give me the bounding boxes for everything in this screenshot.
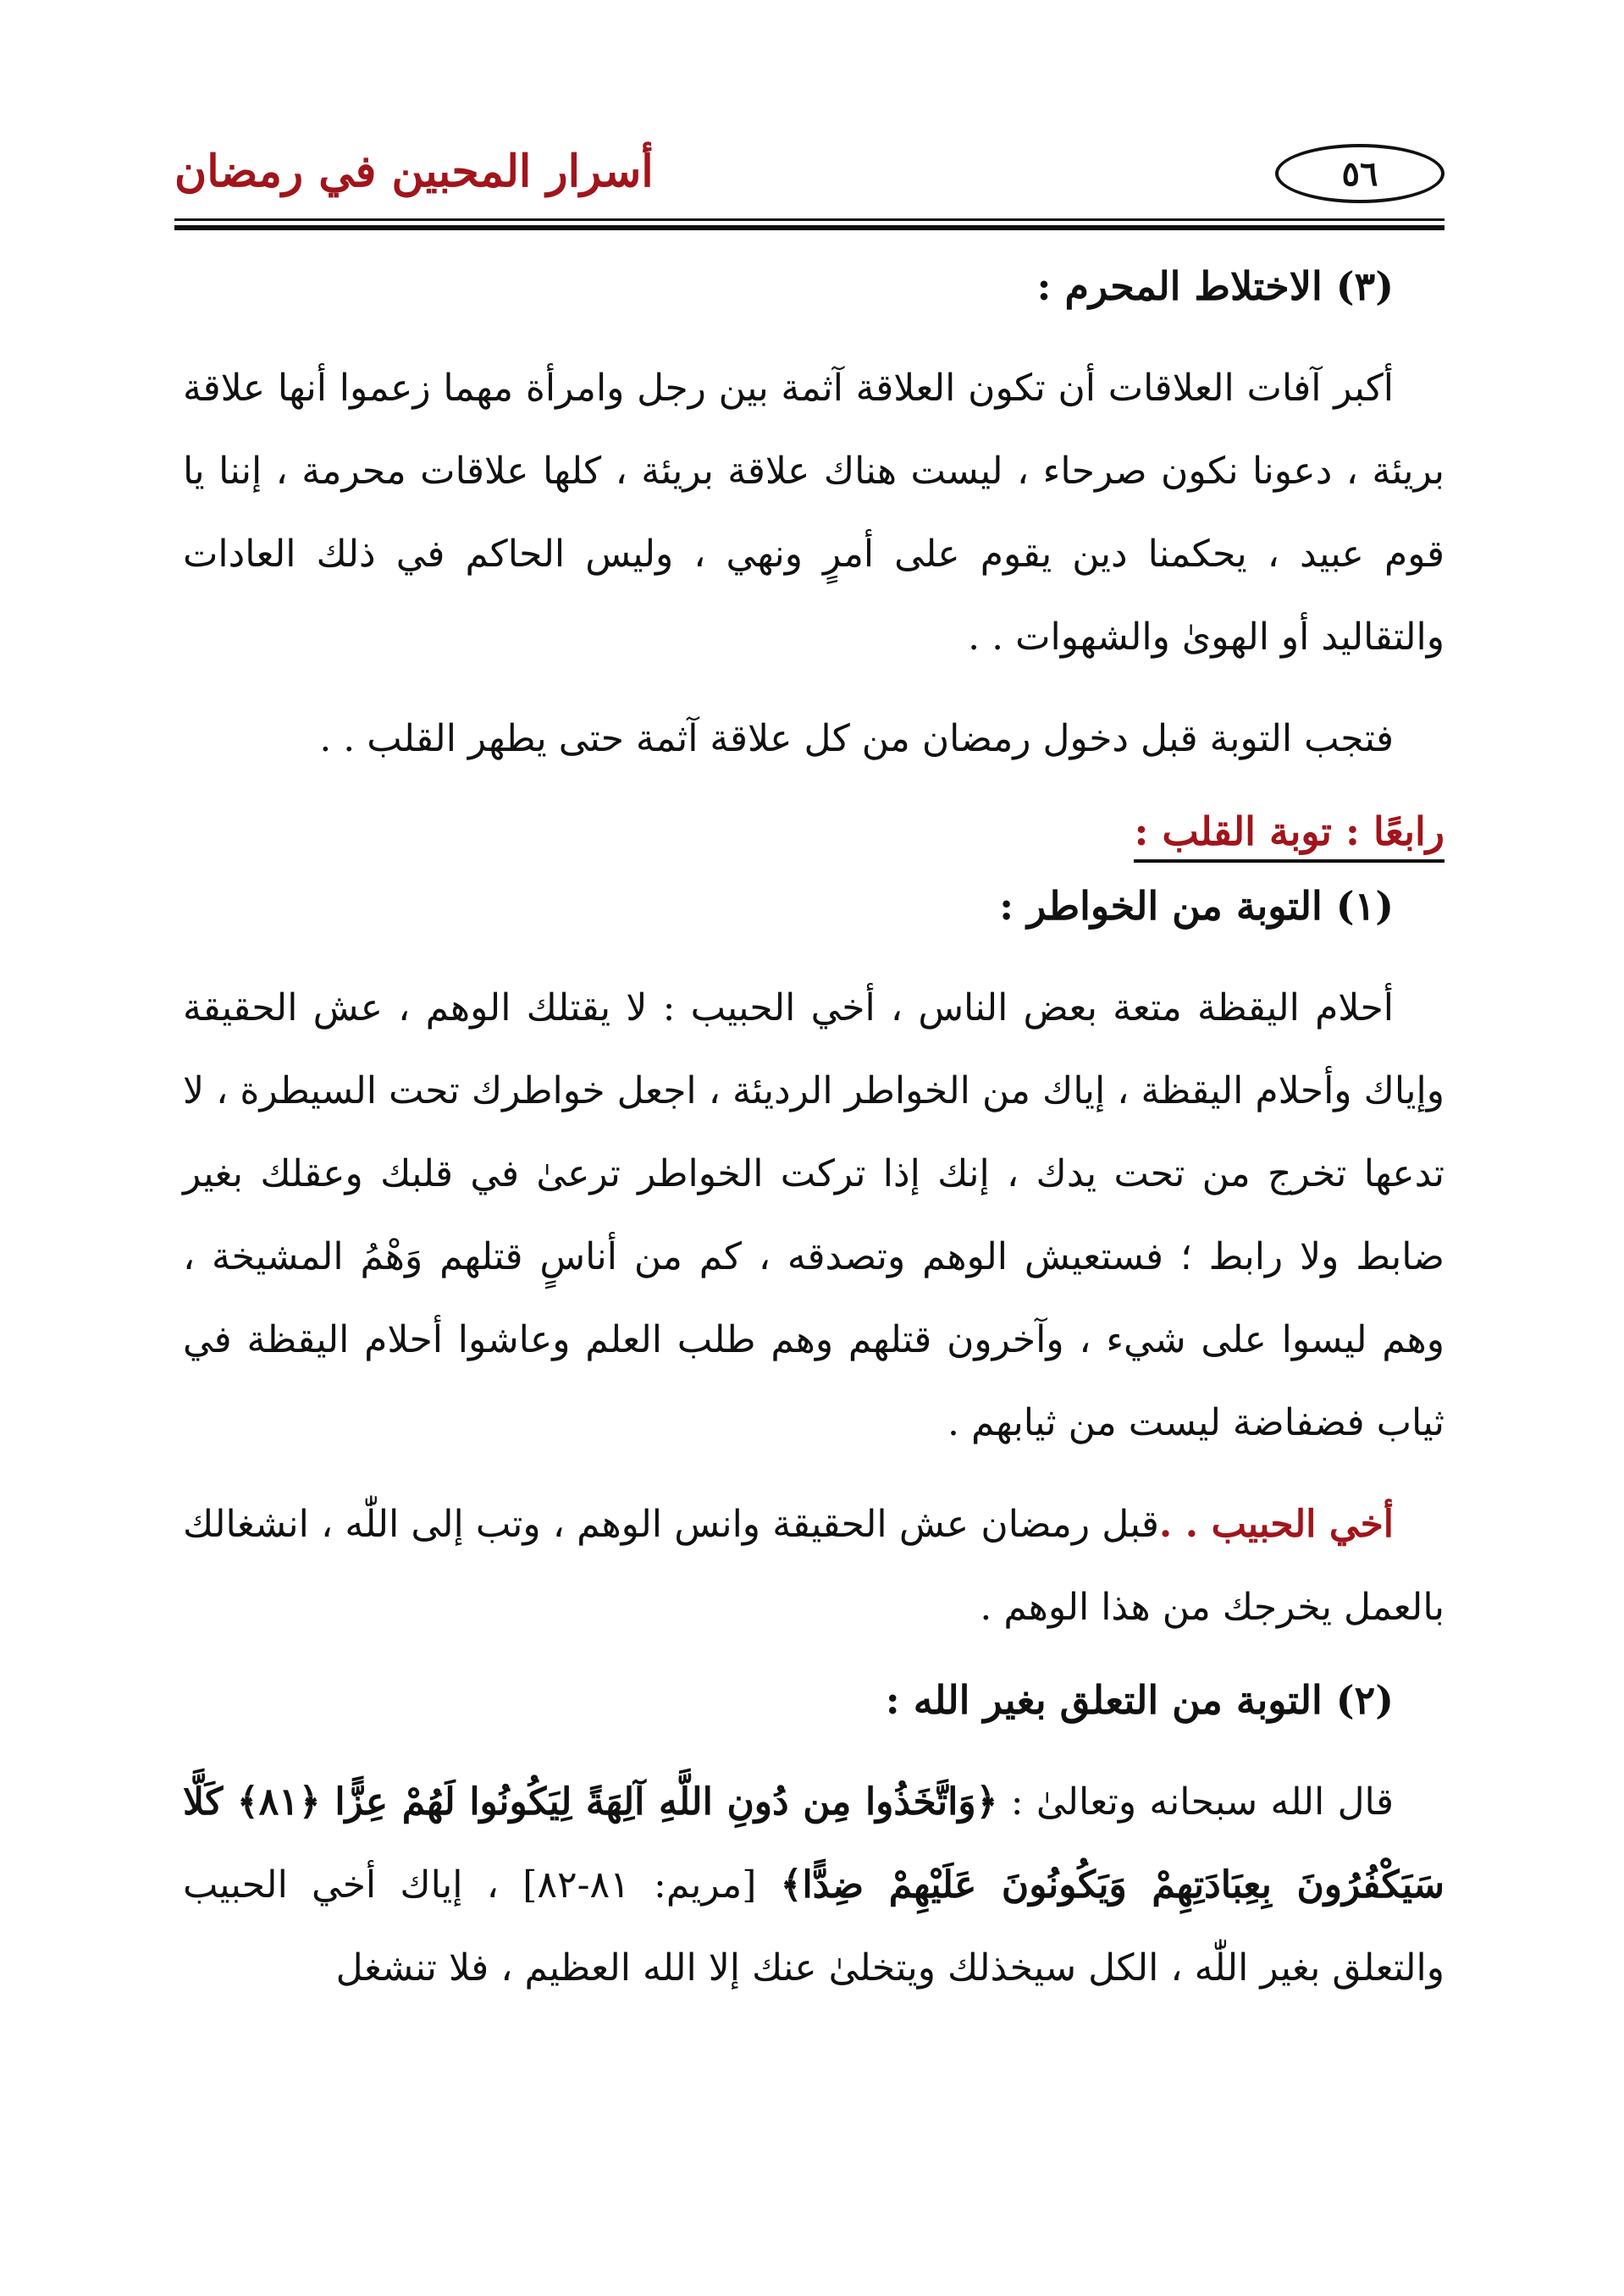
paragraph-dear-brother bbox=[183, 1483, 1444, 1649]
page-number: ٥٦ bbox=[1275, 144, 1444, 203]
heading-attachment: (٢) التوبة من التعلق بغير الله : bbox=[885, 1677, 1394, 1723]
paragraph-daydreams: أحلام اليقظة متعة بعض الناس ، أخي الحبيب : لا يقتلك الوهم ، عش الحقيقة وإياك وأحلام اليقظة ، إياك من الخواطر الرديئة ، اجعل خواطرك تحت السيطرة ، لا تدعها تخرج من تحت يدك ، إنك إذا تركت الخواطر ترعىٰ في قلبك وعقلك بغير ضابط ولا رابط ؛ فستعيش الوهم وتصدقه ، كم من أناسٍ قتلهم وَهْمُ المشيخة ، وهم ليسوا على شيء ، وآخرون قتلهم وهم طلب العلم وعاشوا أحلام اليقظة في ثياب فضفاضة ليست من ثيابهم . bbox=[183, 986, 1444, 1444]
heading-repentance-thoughts: (١) التوبة من الخواطر : bbox=[999, 883, 1394, 929]
page-header bbox=[174, 144, 1444, 220]
paragraph-repentance-before-ramadan: فتجب التوبة قبل دخول رمضان من كل علاقة آثمة حتى يطهر القلب . . bbox=[319, 717, 1394, 760]
verse-intro: قال الله سبحانه وتعالىٰ : bbox=[997, 1780, 1394, 1824]
dear-brother-label: أخي الحبيب . . bbox=[1158, 1503, 1395, 1546]
header-rule-thin bbox=[174, 218, 1444, 221]
section-heading-heart-repentance bbox=[183, 799, 1444, 864]
verse-commentary: ، إياك أخي الحبيب والتعلق بغير اللّٰه ، الكل سيخذلك ويتخلىٰ عنك إلا الله العظيم ، فلا تنشغل bbox=[183, 1863, 1444, 1990]
section-heading-text: رابعًا : توبة القلب : bbox=[1134, 809, 1444, 863]
paragraph-relationships: أكبر آفات العلاقات أن تكون العلاقة آثمة بين رجل وامرأة مهما زعموا أنها علاقة بريئة ، دعونا نكون صرحاء ، ليست هناك علاقة بريئة ، كلها علاقات محرمة ، إننا يا قوم عبيد ، يحكمنا دين يقوم على أمرٍ ونهي ، وليس الحاكم في ذلك العادات والتقاليد أو الهوىٰ والشهوات . . bbox=[183, 367, 1444, 659]
dear-brother-text: قبل رمضان عش الحقيقة وانس الوهم ، وتب إلى اللّٰه ، انشغالك بالعمل يخرجك من هذا الوهم . bbox=[183, 1503, 1444, 1629]
page-content bbox=[183, 254, 1444, 2028]
paragraph-quran-verse bbox=[183, 1761, 1444, 2010]
book-title: أسرار المحبين في رمضان bbox=[174, 146, 654, 197]
header-rule-thick bbox=[174, 225, 1444, 230]
verse-reference: [مريم: ٨١-٨٢] bbox=[522, 1863, 781, 1907]
heading-forbidden-mixing: (٣) الاختلاط المحرم : bbox=[1036, 263, 1394, 309]
quran-verse: ﴿وَاتَّخَذُوا مِن دُونِ اللَّهِ آلِهَةً لِيَكُونُوا لَهُمْ عِزًّا ﴿٨١﴾ كَلَّا سَيَكْفُرُونَ بِعِبَادَتِهِمْ وَيَكُونُونَ عَلَيْهِمْ ضِدًّا﴾ bbox=[183, 1780, 1444, 1907]
